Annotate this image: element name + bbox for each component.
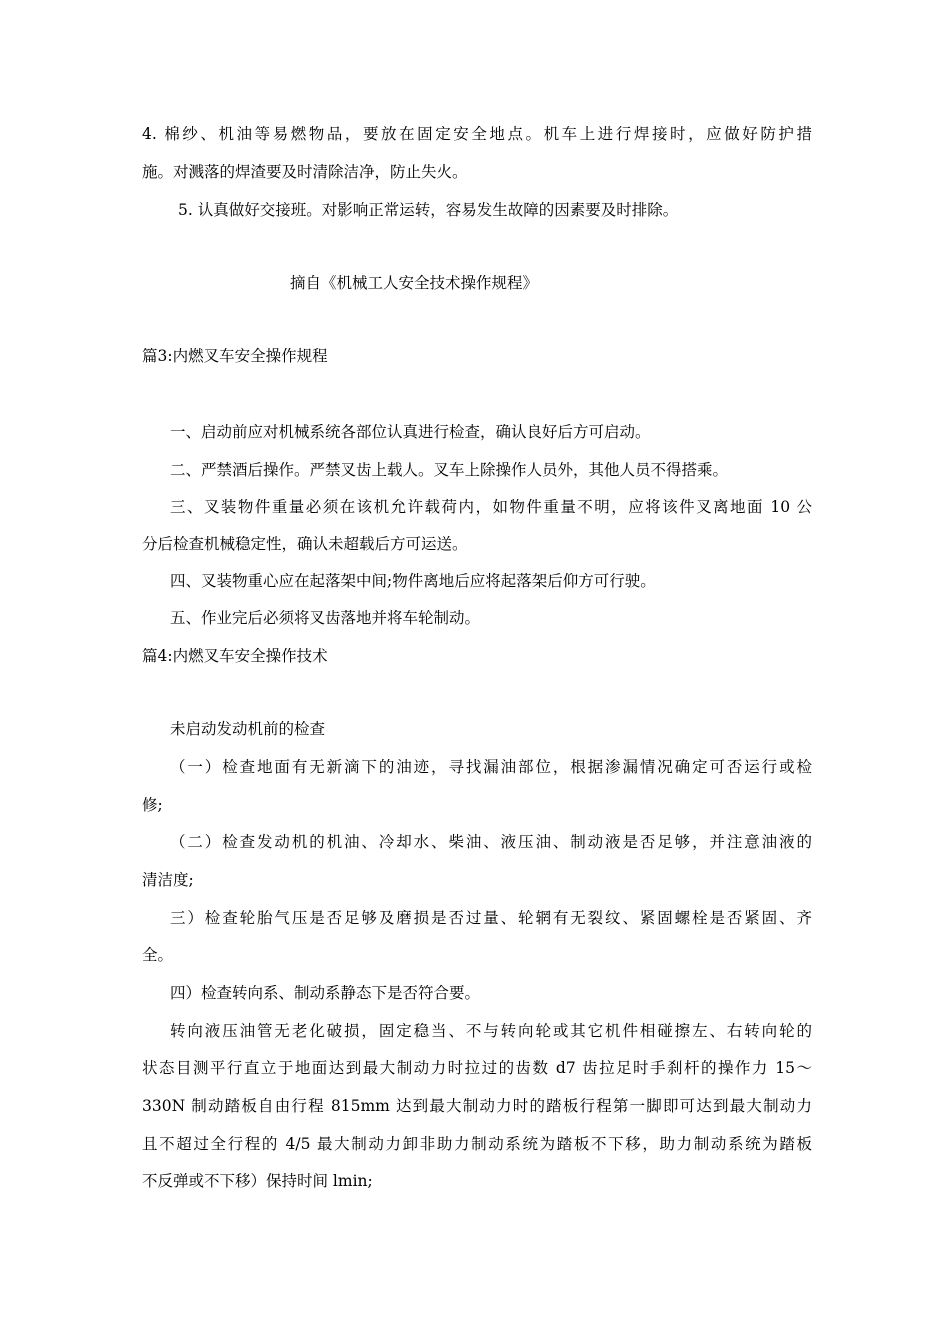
item-4-line-2: 施。对溅落的焊渣要及时清除洁净，防止失火。 [142, 163, 468, 181]
check-2-line-1: （二）检查发动机的机油、冷却水、柴油、液压油、制动液是否足够，并注意油液的 [170, 833, 812, 851]
item-5: 5. 认真做好交接班。对影响正常运转，容易发生故障的因素要及时排除。 [178, 201, 679, 219]
section-3-paragraph-2: 二、严禁酒后操作。严禁叉齿上载人。叉车上除操作人员外，其他人员不得搭乘。 [170, 461, 729, 479]
item-4-line-1: 4. 棉纱、机油等易燃物品，要放在固定安全地点。机车上进行焊接时，应做好防护措 [142, 125, 812, 143]
check-3-line-2: 全。 [142, 946, 174, 964]
section-3-paragraph-4: 四、叉装物重心应在起落架中间;物件离地后应将起落架后仰方可行驶。 [170, 572, 656, 590]
check-1-line-2: 修; [142, 796, 163, 814]
section-3-heading: 篇3:内燃叉车安全操作规程 [142, 347, 328, 365]
section-3-paragraph-3-line-2: 分后检查机械稳定性，确认未超载后方可运送。 [142, 535, 468, 553]
check-5-line-5: 不反弹或不下移）保持时间 lmin; [142, 1172, 373, 1190]
check-5-line-2: 状态目测平行直立于地面达到最大制动力时拉过的齿数 d7 齿拉足时手刹杆的操作力 15〜 [142, 1059, 812, 1077]
check-3-line-1: 三）检查轮胎气压是否足够及磨损是否过量、轮辋有无裂纹、紧固螺栓是否紧固、齐 [170, 909, 812, 927]
check-2-line-2: 清洁度; [142, 871, 194, 889]
section-4-subheading: 未启动发动机前的检查 [170, 720, 326, 738]
section-3-paragraph-1: 一、启动前应对机械系统各部位认真进行检查，确认良好后方可启动。 [170, 423, 651, 441]
section-4-heading: 篇4:内燃叉车安全操作技术 [142, 647, 328, 665]
check-5-line-1: 转向液压油管无老化破损，固定稳当、不与转向轮或其它机件相碰擦左、右转向轮的 [170, 1022, 812, 1040]
section-3-paragraph-5: 五、作业完后必须将叉齿落地并将车轮制动。 [170, 609, 481, 627]
section-3-paragraph-3-line-1: 三、叉装物件重量必须在该机允许载荷内，如物件重量不明，应将该件叉离地面 10 公 [170, 498, 812, 516]
check-1-line-1: （一）检查地面有无新滴下的油迹，寻找漏油部位，根据渗漏情况确定可否运行或检 [170, 758, 812, 776]
check-5-line-3: 330N 制动踏板自由行程 815mm 达到最大制动力时的踏板行程第一脚即可达到最大制动力 [142, 1097, 812, 1115]
source-citation: 摘自《机械工人安全技术操作规程》 [290, 274, 539, 292]
check-4: 四）检查转向系、制动系静态下是否符合要。 [170, 984, 481, 1002]
check-5-line-4: 且不超过全行程的 4/5 最大制动力卸非助力制动系统为踏板不下移，助力制动系统为踏板 [142, 1135, 812, 1153]
